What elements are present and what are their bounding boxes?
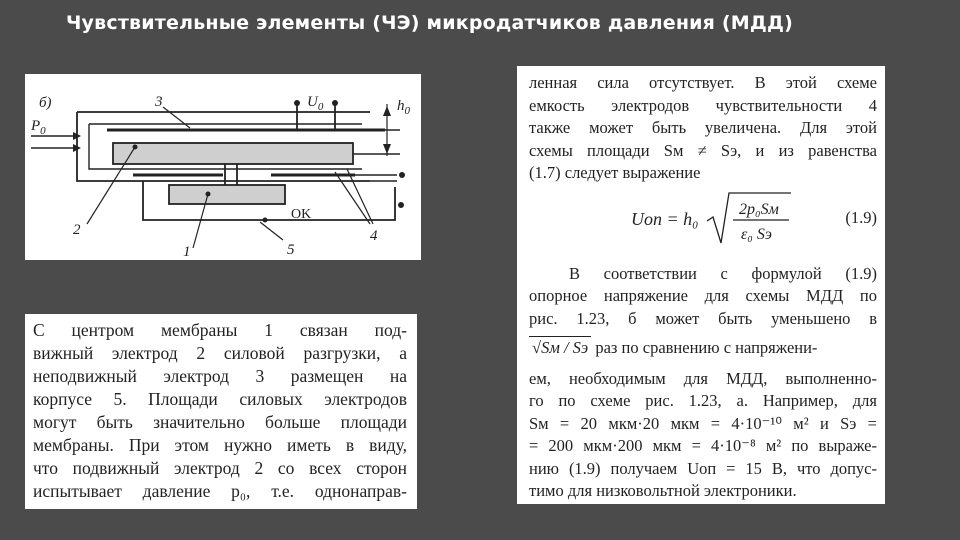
callout-3: 3 <box>155 94 163 110</box>
sqrt-line <box>529 336 877 360</box>
sqrt-tail: раз по сравнению с напряжени- <box>591 338 818 357</box>
paragraph-line: Sм = 20 мкм·20 мкм = 4·10⁻¹⁰ м² и Sэ = <box>529 413 877 433</box>
paragraph-line: схемы площади Sм ≠ Sэ, и из равенства <box>529 140 877 160</box>
paragraph-line: рис. 1.23, б может быть уменьшено в <box>529 308 877 328</box>
paragraph-line: испытывает давление p₀, т.е. однонаправ- <box>33 481 407 501</box>
paragraph-line: В соответствии с формулой (1.9) <box>569 263 877 283</box>
paragraph-line: нию (1.9) получаем Uоп = 15 В, что допус- <box>529 458 877 478</box>
formula-1-9 <box>529 187 877 257</box>
sensor-diagram <box>25 74 421 260</box>
callout-1: 1 <box>183 244 191 260</box>
paragraph-line: ленная сила отсутствует. В этой схеме <box>529 73 877 92</box>
left-text-block <box>25 314 417 509</box>
paragraph-line: вижный электрод 2 силовой разгрузки, а <box>33 343 407 363</box>
paragraph-line: емкость электродов чувствительности 4 <box>529 95 877 115</box>
gap-label: $h_0$ <box>397 98 410 117</box>
pressure-label: $P_0$ <box>31 118 46 137</box>
sensor-schematic <box>25 74 421 260</box>
paragraph-line: ем, необходимым для МДД, выполненно- <box>529 368 877 388</box>
formula-numerator: 2p₀Sм <box>739 200 779 218</box>
paragraph-line: тимо для низковольтной электроники. <box>529 481 797 500</box>
formula-lhs: Uоп = h₀ <box>631 208 699 229</box>
voltage-label: $U_0$ <box>307 94 324 113</box>
paragraph-line: (1.7) следует выражение <box>529 163 701 182</box>
paragraph-line: мембраны. При этом нужно иметь в виду, <box>33 435 407 455</box>
paragraph-line: корпусе 5. Площади силовых электродов <box>33 389 407 409</box>
formula-graphic <box>631 187 811 253</box>
paragraph-line: что подвижный электрод 2 со всех сторон <box>33 458 407 478</box>
callout-4: 4 <box>370 228 378 244</box>
sqrt-expression: √Sм / Sэ <box>529 336 591 360</box>
callout-5: 5 <box>287 242 295 258</box>
paragraph-line: = 200 мкм·200 мкм = 4·10⁻⁸ м² по выраже- <box>529 436 877 455</box>
callout-2: 2 <box>73 222 81 238</box>
paragraph-line: го по схеме рис. 1.23, а. Например, для <box>529 391 877 410</box>
paragraph-line: могут быть значительно больше площади <box>33 412 407 432</box>
right-text-block <box>517 66 885 504</box>
slide-title: Чувствительные элементы (ЧЭ) микродатчиков давления (МДД) <box>66 12 793 34</box>
paragraph-line: неподвижный электрод 3 размещен на <box>33 366 407 386</box>
paragraph-line: также может быть увеличена. Для этой <box>529 118 877 137</box>
figure-label: б) <box>39 95 52 111</box>
paragraph-line: опорное напряжение для схемы МДД по <box>529 286 877 305</box>
paragraph-line: С центром мембраны 1 связан под- <box>33 320 407 340</box>
ok-label: OK <box>291 207 312 222</box>
formula-number: (1.9) <box>845 207 877 227</box>
formula-denominator: ε₀ Sэ <box>741 225 772 243</box>
